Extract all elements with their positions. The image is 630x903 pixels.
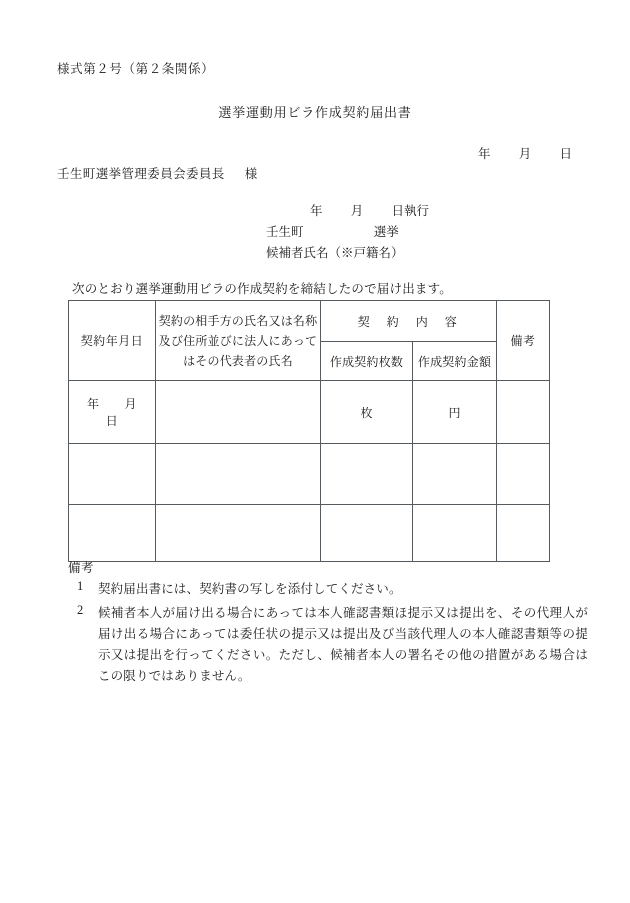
- candidate-block: [258, 201, 429, 264]
- header-sheets: 作成契約枚数: [321, 342, 413, 381]
- submission-month-label: 月: [518, 147, 532, 161]
- election-name-line: [258, 222, 429, 243]
- cell-sheets[interactable]: 枚: [321, 381, 413, 444]
- submission-year-label: 年: [477, 147, 491, 161]
- header-counterparty: 契約の相手方の氏名又は名称及び住所並びに法人にあってはその代表者の氏名: [156, 301, 321, 381]
- election-label: 選挙: [373, 225, 399, 239]
- document-title: 選挙運動用ビラ作成契約届出書: [218, 105, 412, 120]
- note-text: 契約届出書には、契約書の写しを添付してください。: [98, 582, 402, 596]
- cell-amount[interactable]: 円: [413, 381, 497, 444]
- municipality-name: 壬生町: [266, 225, 304, 239]
- table-row: [69, 505, 550, 562]
- addressee-name: 壬生町選挙管理委員会委員長: [57, 167, 225, 181]
- header-contract-date: 契約年月日: [69, 301, 156, 381]
- cell-contract-date[interactable]: [69, 505, 156, 562]
- note-item: [68, 603, 588, 687]
- cell-remarks[interactable]: [497, 381, 550, 444]
- submission-day-label: 日: [559, 147, 572, 161]
- table-header-row: [69, 301, 550, 342]
- cell-counterparty[interactable]: [156, 505, 321, 562]
- election-year-label: 年: [310, 204, 323, 218]
- note-number: 1: [77, 579, 84, 593]
- cell-amount[interactable]: [413, 444, 497, 505]
- header-contract-content: 契 約 内 容: [321, 301, 497, 342]
- form-number: 様式第２号（第２条関係）: [57, 62, 215, 76]
- cell-contract-date[interactable]: [69, 444, 156, 505]
- candidate-name-label: 候補者氏名（※戸籍名）: [266, 246, 404, 260]
- cell-sheets[interactable]: [321, 444, 413, 505]
- contract-table: [68, 300, 550, 562]
- election-day-exec-label: 日執行: [391, 204, 430, 218]
- election-month-label: 月: [350, 204, 364, 218]
- lead-sentence: 次のとおり選挙運動用ビラの作成契約を締結したので届け出ます。: [72, 282, 453, 296]
- notes-section: [68, 558, 588, 687]
- header-remarks: 備考: [497, 301, 550, 381]
- note-number: 2: [77, 603, 84, 617]
- header-amount: 作成契約金額: [413, 342, 497, 381]
- row-date-year: 年 月 日: [86, 397, 163, 428]
- notes-title: 備考: [68, 561, 95, 575]
- cell-sheets[interactable]: [321, 505, 413, 562]
- table-row: [69, 444, 550, 505]
- cell-remarks[interactable]: [497, 505, 550, 562]
- cell-amount[interactable]: [413, 505, 497, 562]
- addressee-line: [57, 164, 258, 182]
- submission-date-line: [478, 144, 572, 162]
- cell-counterparty[interactable]: [156, 381, 321, 444]
- note-text: 候補者本人が届け出る場合にあっては本人確認書類ほ提示又は提出を、その代理人が届け出る場合にあっては委任状の提示又は提出及び当該代理人の本人確認書類等の提示又は提出を行ってください。ただし、候補者本人の署名その他の措置がある場合はこの限りではありません。: [98, 606, 588, 683]
- election-execution-date: [258, 201, 429, 222]
- addressee-honorific: 様: [244, 167, 258, 181]
- cell-remarks[interactable]: [497, 444, 550, 505]
- note-item: [68, 579, 588, 600]
- cell-counterparty[interactable]: [156, 444, 321, 505]
- cell-contract-date[interactable]: [69, 381, 163, 444]
- table-row: [69, 381, 550, 444]
